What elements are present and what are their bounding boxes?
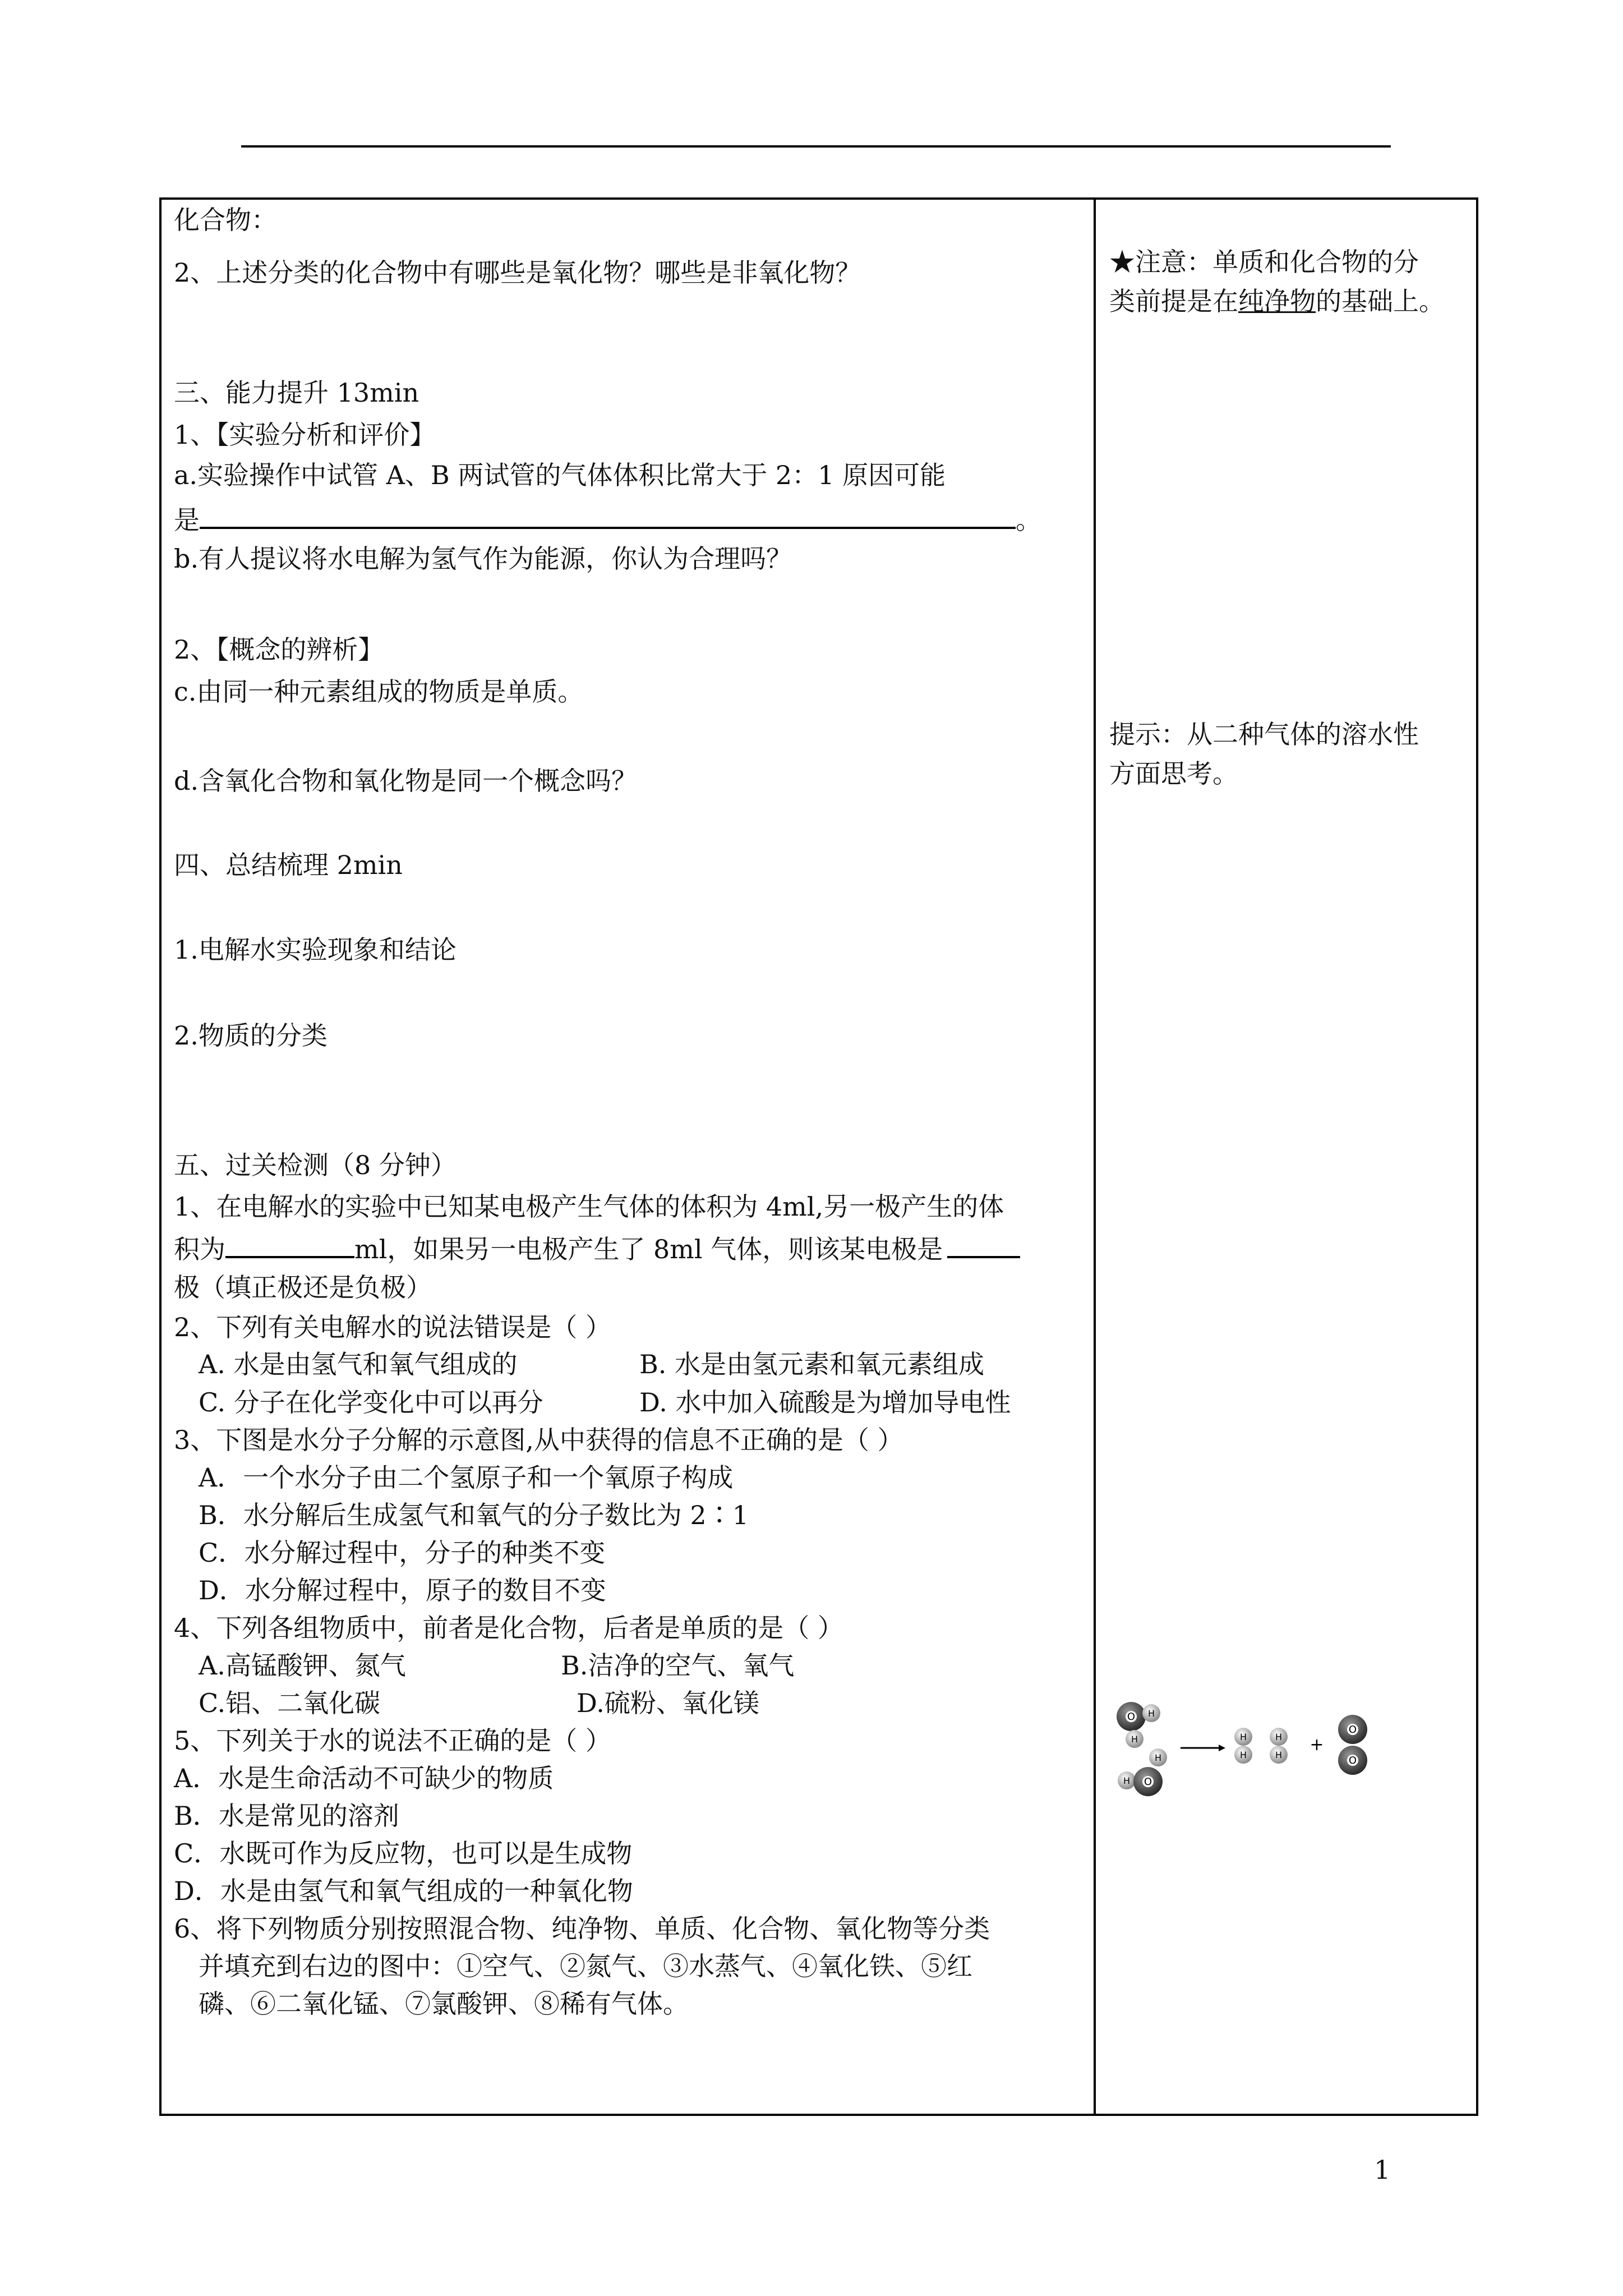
question-3-option-c: C．水分解过程中，分子的种类不变 [199,1538,606,1568]
question-1-line-3: 极（填正极还是负极） [174,1272,432,1303]
question-1-middle: ml，如果另一电极产生了 8ml 气体，则该某电极是 [354,1234,943,1264]
hydrogen-molecule-1 [1234,1728,1252,1764]
question-3-option-d: D．水分解过程中，原子的数目不变 [199,1575,606,1605]
hydrogen-molecule-2 [1270,1728,1288,1764]
side-note-attention [1109,242,1468,321]
question-6-line-1: 6、将下列物质分别按照混合物、纯净物、单质、化合物、氧化物等分类 [174,1913,990,1944]
side-note-hint-line-1: 提示：从二种气体的溶水性 [1109,719,1419,749]
item-experiment-analysis: 1、【实验分析和评价】 [174,420,436,450]
atom-label: H [1275,1732,1283,1742]
summary-item-2: 2.物质的分类 [174,1020,328,1051]
blank-answer-a[interactable] [200,501,1016,529]
side-note-attention-line-1: ★注意：单质和化合物的分 [1109,247,1419,277]
section-5-heading: 五、过关检测（8 分钟） [174,1150,457,1180]
page-number: 1 [1374,2155,1391,2185]
oxygen-molecule [1338,1715,1367,1775]
question-a-suffix: 。 [1016,505,1041,535]
question-d: d.含氧化合物和氧化物是同一个概念吗？ [174,766,638,796]
question-4: 4、下列各组物质中，前者是化合物，后者是单质的是（ ） [174,1613,843,1643]
blank-electrode[interactable] [947,1230,1020,1258]
section-4-heading: 四、总结梳理 2min [174,850,403,880]
water-molecule-2 [1118,1749,1167,1796]
question-5-option-d: D．水是由氢气和氧气组成的一种氧化物 [174,1876,633,1906]
side-note-text: 类前提是在 [1109,286,1238,316]
item-concept-analysis: 2、【概念的辨析】 [174,634,384,665]
question-a-answer-line [174,501,1041,537]
section-3-heading: 三、能力提升 13min [174,378,419,408]
atom-label: H [1154,1752,1162,1763]
side-note-underlined: 纯净物 [1238,286,1316,316]
atom-label: H [1275,1750,1283,1760]
side-note-hint [1109,715,1468,793]
question-2-option-d: D. 水中加入硫酸是为增加导电性 [639,1387,1011,1418]
plus-sign: + [1310,1735,1324,1755]
question-5-option-c: C．水既可作为反应物，也可以是生成物 [174,1838,633,1869]
question-1-line-2 [174,1230,1020,1266]
question-5: 5、下列关于水的说法不正确的是（ ） [174,1726,611,1756]
question-6-line-2: 并填充到右边的图中：①空气、②氮气、③水蒸气、④氧化铁、⑤红 [199,1951,972,1981]
question-3-option-a: A．一个水分子由二个氢原子和一个氧原子构成 [199,1462,734,1493]
blank-volume[interactable] [225,1230,354,1258]
header-rule [241,145,1391,148]
atom-label: H [1147,1708,1155,1719]
question-2-option-b: B. 水是由氢元素和氧元素组成 [639,1349,985,1379]
question-2-option-c: C. 分子在化学变化中可以再分 [199,1387,543,1418]
question-4-option-a: A.高锰酸钾、氮气 [199,1650,406,1681]
water-molecule-1 [1117,1702,1160,1748]
question-a-prefix: 是 [174,505,200,535]
question-a: a.实验操作中试管 A、B 两试管的气体体积比常大于 2：1 原因可能 [174,460,946,490]
question-c: c.由同一种元素组成的物质是单质。 [174,677,584,707]
question-4-option-d: D.硫粉、氧化镁 [577,1688,759,1718]
column-divider [1094,197,1096,2116]
line-compound-label: 化合物： [174,205,277,235]
atom-label: O [1127,1711,1136,1723]
question-2: 2、下列有关电解水的说法错误是（ ） [174,1312,611,1342]
side-note-text-end: 的基础上。 [1316,286,1445,316]
atom-label: H [1239,1732,1247,1742]
question-5-option-a: A．水是生命活动不可缺少的物质 [174,1763,554,1793]
question-4-option-c: C.铝、二氧化碳 [199,1688,381,1718]
atom-label: H [1131,1734,1138,1745]
side-note-attention-line-2 [1109,282,1468,321]
reaction-arrow-icon [1181,1745,1225,1751]
question-oxide: 2、上述分类的化合物中有哪些是氧化物？哪些是非氧化物？ [174,257,861,288]
summary-item-1: 1.电解水实验现象和结论 [174,935,457,965]
atom-label: H [1123,1775,1131,1786]
question-1-line-1: 1、在电解水的实验中已知某电极产生气体的体积为 4ml,另一极产生的体 [174,1191,1004,1222]
question-b: b.有人提议将水电解为氢气作为能源，你认为合理吗？ [174,544,792,574]
side-note-hint-line-2: 方面思考。 [1109,758,1238,789]
question-3-option-b: B．水分解后生成氢气和氧气的分子数比为 2∶1 [199,1500,749,1530]
question-1-prefix: 积为 [174,1234,225,1264]
question-5-option-b: B．水是常见的溶剂 [174,1801,399,1831]
question-6-line-3: 磷、⑥二氧化锰、⑦氯酸钾、⑧稀有气体。 [199,1989,689,2019]
question-4-option-b: B.洁净的空气、氧气 [561,1650,795,1681]
question-3: 3、下图是水分子分解的示意图,从中获得的信息不正确的是（ ） [174,1425,903,1455]
question-2-option-a: A. 水是由氢气和氧气组成的 [199,1349,518,1379]
atom-label: O [1348,1724,1357,1736]
atom-label: H [1239,1750,1247,1760]
atom-label: O [1348,1755,1357,1766]
water-decomposition-diagram [1108,1694,1399,1818]
atom-label: O [1144,1776,1152,1788]
